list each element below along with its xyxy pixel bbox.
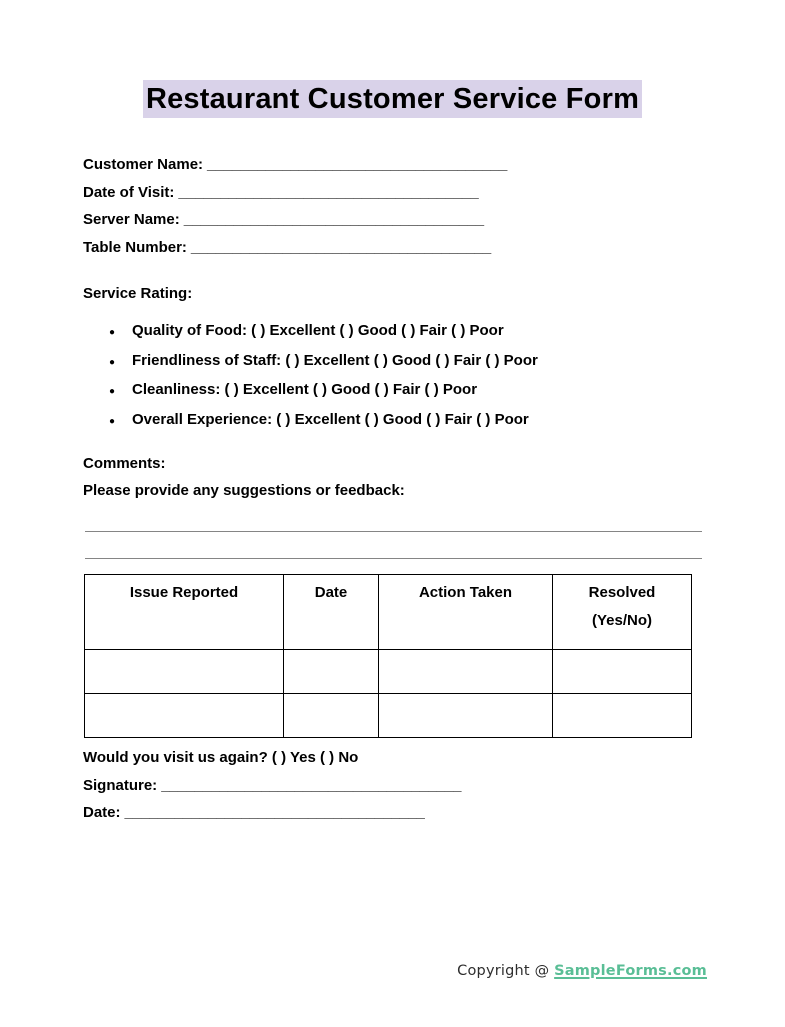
col-header-text: Date <box>314 584 348 601</box>
date-of-visit-field <box>83 179 507 207</box>
comments-prompt: Please provide any suggestions or feedback: <box>83 482 405 499</box>
col-header-text: Issue Reported <box>129 584 239 601</box>
customer-name-blank[interactable]: ____________________________________ <box>207 156 508 173</box>
rating-item-label: Friendliness of Staff: ( ) Excellent ( ) Good ( ) Fair ( ) Poor <box>132 351 538 369</box>
rating-item-friendliness <box>109 347 538 377</box>
table-cell-empty[interactable] <box>284 650 379 694</box>
visit-again-question: Would you visit us again? ( ) Yes ( ) No <box>83 749 359 766</box>
table-number-label: Table Number: <box>83 238 187 256</box>
date-field <box>83 799 462 827</box>
date-of-visit-label: Date of Visit: <box>83 183 175 201</box>
title-row <box>0 80 785 118</box>
server-name-label: Server Name: <box>83 211 180 228</box>
col-header-issue-reported <box>85 575 284 650</box>
comments-write-line[interactable] <box>85 558 702 559</box>
service-rating-list <box>109 317 538 435</box>
table-cell-empty[interactable] <box>284 694 379 738</box>
comments-section <box>83 450 405 504</box>
col-header-resolved <box>553 575 692 650</box>
table-cell-empty[interactable] <box>553 650 692 694</box>
bullet-icon: ● <box>109 386 116 397</box>
bullet-icon: ● <box>109 356 116 368</box>
copyright-text: Copyright @ <box>457 963 555 979</box>
table-cell-empty[interactable] <box>85 650 284 694</box>
table-number-field <box>83 234 507 262</box>
service-rating-heading: Service Rating: <box>83 285 193 302</box>
table-row <box>85 694 692 738</box>
col-header-date <box>284 575 379 650</box>
date-of-visit-blank[interactable]: ____________________________________ <box>178 183 479 201</box>
rating-item-overall <box>109 406 538 436</box>
bullet-icon: ● <box>109 327 116 338</box>
col-header-text: Resolved <box>588 584 656 601</box>
table-cell-empty[interactable] <box>553 694 692 738</box>
table-cell-empty[interactable] <box>379 650 553 694</box>
comments-heading: Comments: <box>83 455 166 472</box>
sampleforms-link[interactable]: SampleForms.com <box>554 963 707 979</box>
top-fields <box>83 151 507 261</box>
rating-item-cleanliness <box>109 376 538 406</box>
date-blank[interactable]: ____________________________________ <box>124 804 425 821</box>
page-title: Restaurant Customer Service Form <box>143 80 642 118</box>
col-header-action-taken <box>379 575 553 650</box>
bullet-icon: ● <box>109 415 116 427</box>
table-cell-empty[interactable] <box>85 694 284 738</box>
rating-item-quality <box>109 317 538 347</box>
table-cell-empty[interactable] <box>379 694 553 738</box>
server-name-blank[interactable]: ____________________________________ <box>183 211 485 228</box>
col-header-text: Action Taken <box>418 584 513 601</box>
signature-field <box>83 772 462 800</box>
customer-name-label: Customer Name: <box>83 156 204 173</box>
closing-section <box>83 744 462 827</box>
rating-item-label: Quality of Food: ( ) Excellent ( ) Good ( ) Fair ( ) Poor <box>132 322 504 339</box>
col-header-text: (Yes/No) <box>591 612 652 629</box>
comments-write-line[interactable] <box>85 531 702 532</box>
server-name-field <box>83 206 507 234</box>
customer-name-field <box>83 151 507 179</box>
signature-blank[interactable]: ____________________________________ <box>161 776 462 794</box>
signature-label: Signature: <box>83 776 158 794</box>
table-row <box>85 650 692 694</box>
rating-item-label: Overall Experience: ( ) Excellent ( ) Good ( ) Fair ( ) Poor <box>132 410 529 428</box>
table-number-blank[interactable]: ____________________________________ <box>190 238 492 256</box>
issues-table <box>84 574 692 738</box>
date-label: Date: <box>83 804 121 821</box>
rating-item-label: Cleanliness: ( ) Excellent ( ) Good ( ) Fair ( ) Poor <box>132 381 478 398</box>
footer <box>457 960 707 982</box>
table-header-row <box>85 575 692 650</box>
